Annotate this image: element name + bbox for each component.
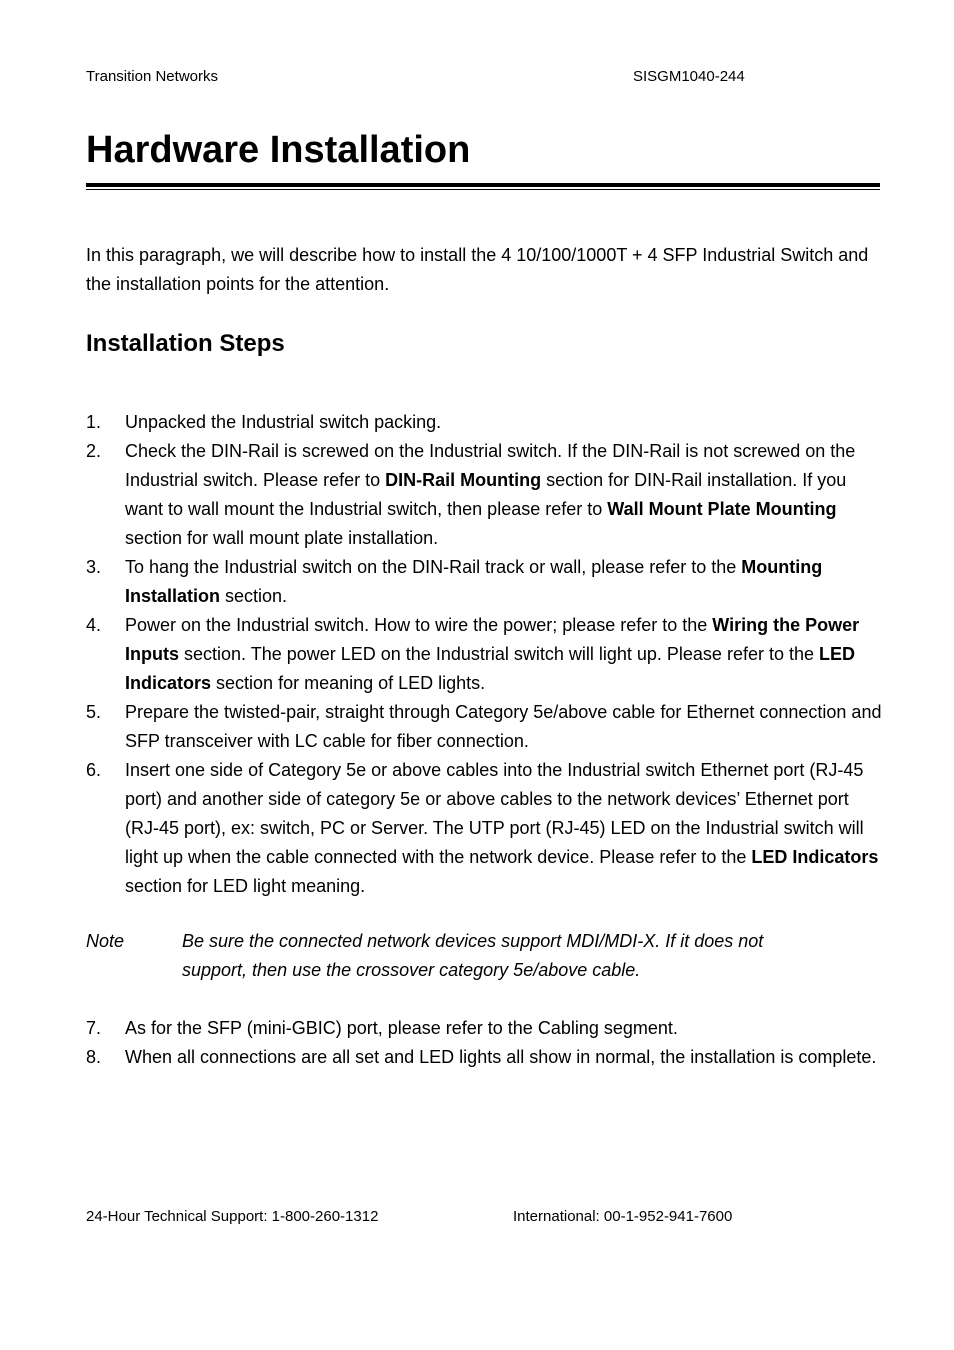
footer-support-phone: 24-Hour Technical Support: 1-800-260-1312 [86,1208,379,1225]
step-text: To hang the Industrial switch on the DIN-Rail track or wall, please refer to the [125,557,742,577]
step-text: section. [220,586,288,606]
note-text: Be sure the connected network devices support MDI/MDI-X. If it does not support, then use the crossover category 5e/above cable. [182,931,764,980]
step-number: 1. [86,412,102,432]
title-rule-thick [86,183,880,187]
installation-steps-list [0,408,885,901]
step-number: 4. [86,615,102,635]
list-item [0,698,885,756]
list-item [0,437,885,553]
section-reference: DIN-Rail Mounting [385,470,542,490]
list-item [0,756,885,901]
list-item [0,553,885,611]
step-text: Check the DIN-Rail is screwed on the Industrial switch. If the DIN-Rail is not screwed on the Industrial switch. Please refer to [125,441,856,490]
installation-steps-list-continued [0,1014,885,1072]
step-text: section for wall mount plate installation. [125,528,439,548]
note-label: Note [86,931,125,951]
footer-international-phone: International: 00-1-952-941-7600 [513,1208,733,1225]
section-heading: Installation Steps [86,330,285,357]
step-text: When all connections are all set and LED lights all show in normal, the installation is complete. [125,1047,877,1067]
title-rule-thin [86,189,880,190]
step-text: section for LED light meaning. [125,876,366,896]
step-number: 6. [86,760,102,780]
list-item [0,1014,885,1043]
step-text: Unpacked the Industrial switch packing. [125,412,442,432]
intro-paragraph: In this paragraph, we will describe how to install the 4 10/100/1000T + 4 SFP Industrial Switch and the installation points for the attention. [86,245,869,294]
section-reference: Wall Mount Plate Mounting [607,499,837,519]
step-text: section for meaning of LED lights. [211,673,486,693]
step-number: 7. [86,1018,102,1038]
step-text: As for the SFP (mini-GBIC) port, please refer to the Cabling segment. [125,1018,678,1038]
section-reference: Mounting Installation [125,557,823,606]
header-company: Transition Networks [86,68,218,85]
step-number: 5. [86,702,102,722]
section-reference: LED Indicators [751,847,879,867]
step-text: Prepare the twisted-pair, straight through Category 5e/above cable for Ethernet connection and SFP transceiver with LC cable for fiber connection. [125,702,882,751]
step-number: 3. [86,557,102,577]
page-title: Hardware Installation [86,129,471,171]
step-number: 8. [86,1047,102,1067]
step-text: section for DIN-Rail installation. If you want to wall mount the Industrial switch, then please refer to [125,470,847,519]
step-number: 2. [86,441,102,461]
header-doc-id: SISGM1040-244 [633,68,745,85]
step-text: Insert one side of Category 5e or above cables into the Industrial switch Ethernet port (RJ-45 port) and another side of category 5e or above cables to the network devices’ Ethernet port (RJ-45 port), ex: switch, PC or Server. The UTP port (RJ-45) LED on the Industrial switch will light up when the cable connected with the network device. Please refer to the [125,760,864,867]
section-reference: Wiring the Power Inputs [125,615,860,664]
step-text: Power on the Industrial switch. How to wire the power; please refer to the [125,615,713,635]
section-reference: LED Indicators [125,644,855,693]
list-item [0,1043,885,1072]
step-text: section. The power LED on the Industrial switch will light up. Please refer to the [179,644,819,664]
list-item [0,408,885,437]
list-item [0,611,885,698]
